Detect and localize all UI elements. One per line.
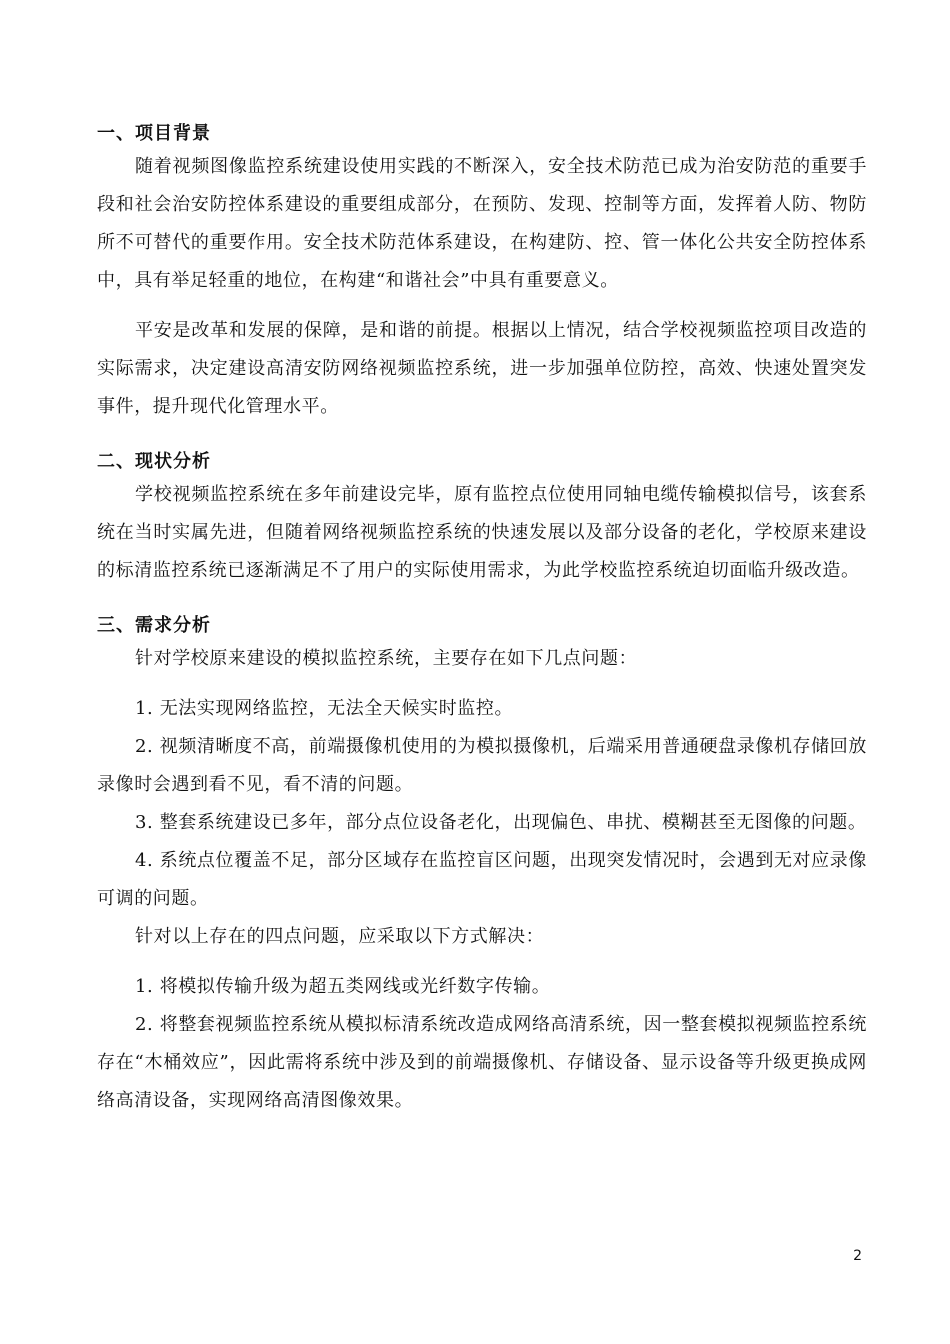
problem-item: 2. 视频清晰度不高，前端摄像机使用的为模拟摄像机，后端采用普通硬盘录像机存储回放录像时会遇到看不见，看不清的问题。 [97,736,867,795]
paragraph: 学校视频监控系统在多年前建设完毕，原有监控点位使用同轴电缆传输模拟信号，该套系统在当时实属先进，但随着网络视频监控系统的快速发展以及部分设备的老化，学校原来建设的标清监控系统已逐渐满足不了用户的实际使用需求，为此学校监控系统迫切面临升级改造。 [97,484,867,581]
section-heading-status: 二、现状分析 [97,451,211,472]
problem-item: 3. 整套系统建设已多年，部分点位设备老化，出现偏色、串扰、模糊甚至无图像的问题。 [135,812,867,833]
solution-item: 1. 将模拟传输升级为超五类网线或光纤数字传输。 [135,976,551,997]
paragraph: 针对学校原来建设的模拟监控系统，主要存在如下几点问题： [135,648,638,669]
solution-item: 2. 将整套视频监控系统从模拟标清系统改造成网络高清系统，因一整套模拟视频监控系统存在“木桶效应”，因此需将系统中涉及到的前端摄像机、存储设备、显示设备等升级更换成网络高清设备，实现网络高清图像效果。 [97,1014,867,1111]
paragraph: 平安是改革和发展的保障，是和谐的前提。根据以上情况，结合学校视频监控项目改造的实际需求，决定建设高清安防网络视频监控系统，进一步加强单位防控，高效、快速处置突发事件，提升现代化管理水平。 [97,320,867,417]
page-number: 2 [853,1248,862,1264]
problem-item: 1. 无法实现网络监控，无法全天候实时监控。 [135,698,514,719]
section-heading-background: 一、项目背景 [97,123,211,144]
problem-item: 4. 系统点位覆盖不足，部分区域存在监控盲区问题，出现突发情况时，会遇到无对应录像可调的问题。 [97,850,867,909]
paragraph: 针对以上存在的四点问题，应采取以下方式解决： [135,926,545,947]
paragraph: 随着视频图像监控系统建设使用实践的不断深入，安全技术防范已成为治安防范的重要手段和社会治安防控体系建设的重要组成部分，在预防、发现、控制等方面，发挥着人防、物防所不可替代的重要作用。安全技术防范体系建设，在构建防、控、管一体化公共安全防控体系中，具有举足轻重的地位，在构建“和谐社会”中具有重要意义。 [97,156,867,291]
section-heading-requirements: 三、需求分析 [97,615,211,636]
page-content [97,120,867,1120]
